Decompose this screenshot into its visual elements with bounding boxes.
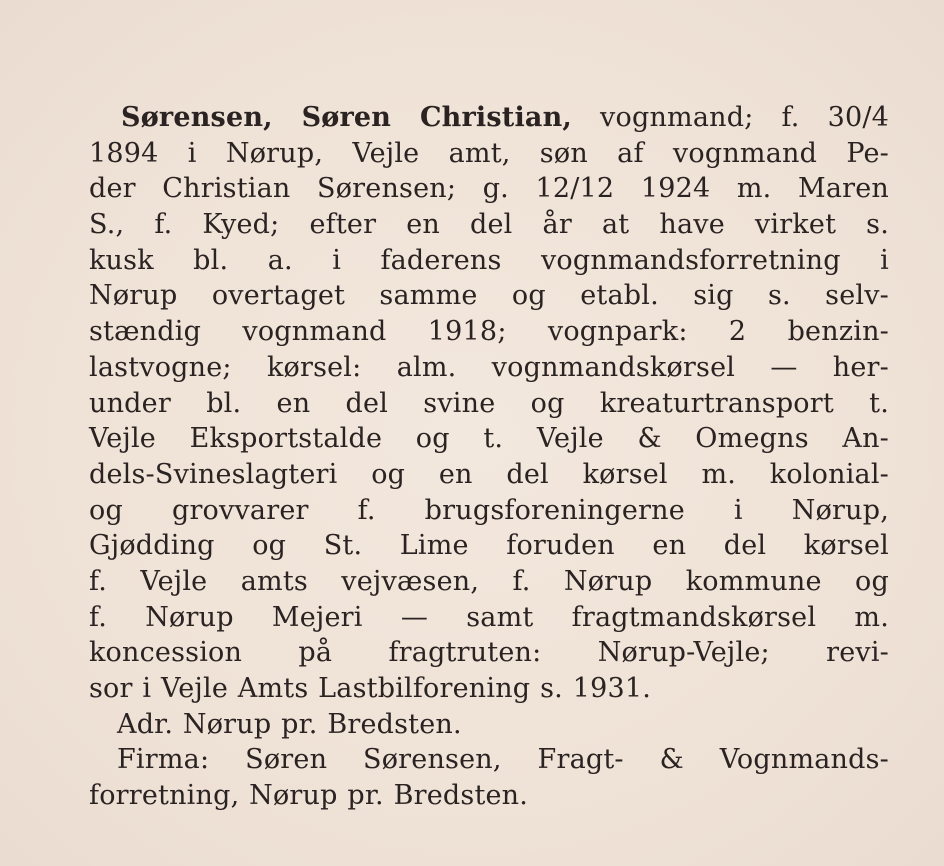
- entry-address: Adr. Nørup pr. Bredsten.: [117, 708, 462, 740]
- entry-line: 1894 i Nørup, Vejle amt, søn af vognmand Pe-: [89, 137, 889, 169]
- entry-firm-line-1: Firma: Søren Sørensen, Fragt- & Vognmands-: [117, 744, 889, 776]
- entry-line: S., f. Kyed; efter en del år at have virket s.: [89, 209, 889, 241]
- entry-line: Vejle Eksportstalde og t. Vejle & Omegns An-: [89, 423, 889, 455]
- entry-line: f. Nørup Mejeri — samt fragtmandskørsel m.: [89, 601, 889, 633]
- entry-line: f. Vejle amts vejvæsen, f. Nørup kommune og: [89, 565, 889, 597]
- entry-name: Sørensen, Søren Christian,: [121, 102, 573, 133]
- entry-firm-line-2: forretning, Nørup pr. Bredsten.: [89, 780, 529, 812]
- entry-line: stændig vognmand 1918; vognpark: 2 benzin-: [89, 316, 889, 348]
- entry-line: der Christian Sørensen; g. 12/12 1924 m. Maren: [89, 173, 889, 205]
- biography-entry: [89, 100, 889, 814]
- entry-line: dels-Svineslagteri og en del kørsel m. kolonial-: [89, 458, 889, 490]
- entry-line: og grovvarer f. brugsforeningerne i Nørup,: [89, 494, 889, 526]
- entry-line: sor i Vejle Amts Lastbilforening s. 1931.: [89, 673, 651, 704]
- entry-line: lastvogne; kørsel: alm. vognmandskørsel — her-: [89, 351, 889, 383]
- entry-line-1: [89, 100, 889, 136]
- entry-line-1-rest: vognmand; f. 30/4: [572, 102, 889, 133]
- entry-line: kusk bl. a. i faderens vognmandsforretning i: [89, 244, 889, 276]
- entry-line: Gjødding og St. Lime foruden en del kørsel: [89, 530, 889, 562]
- entry-line: koncession på fragtruten: Nørup-Vejle; revi-: [89, 637, 889, 669]
- entry-line: under bl. en del svine og kreaturtransport t.: [89, 387, 889, 419]
- entry-line: Nørup overtaget samme og etabl. sig s. selv-: [89, 280, 889, 312]
